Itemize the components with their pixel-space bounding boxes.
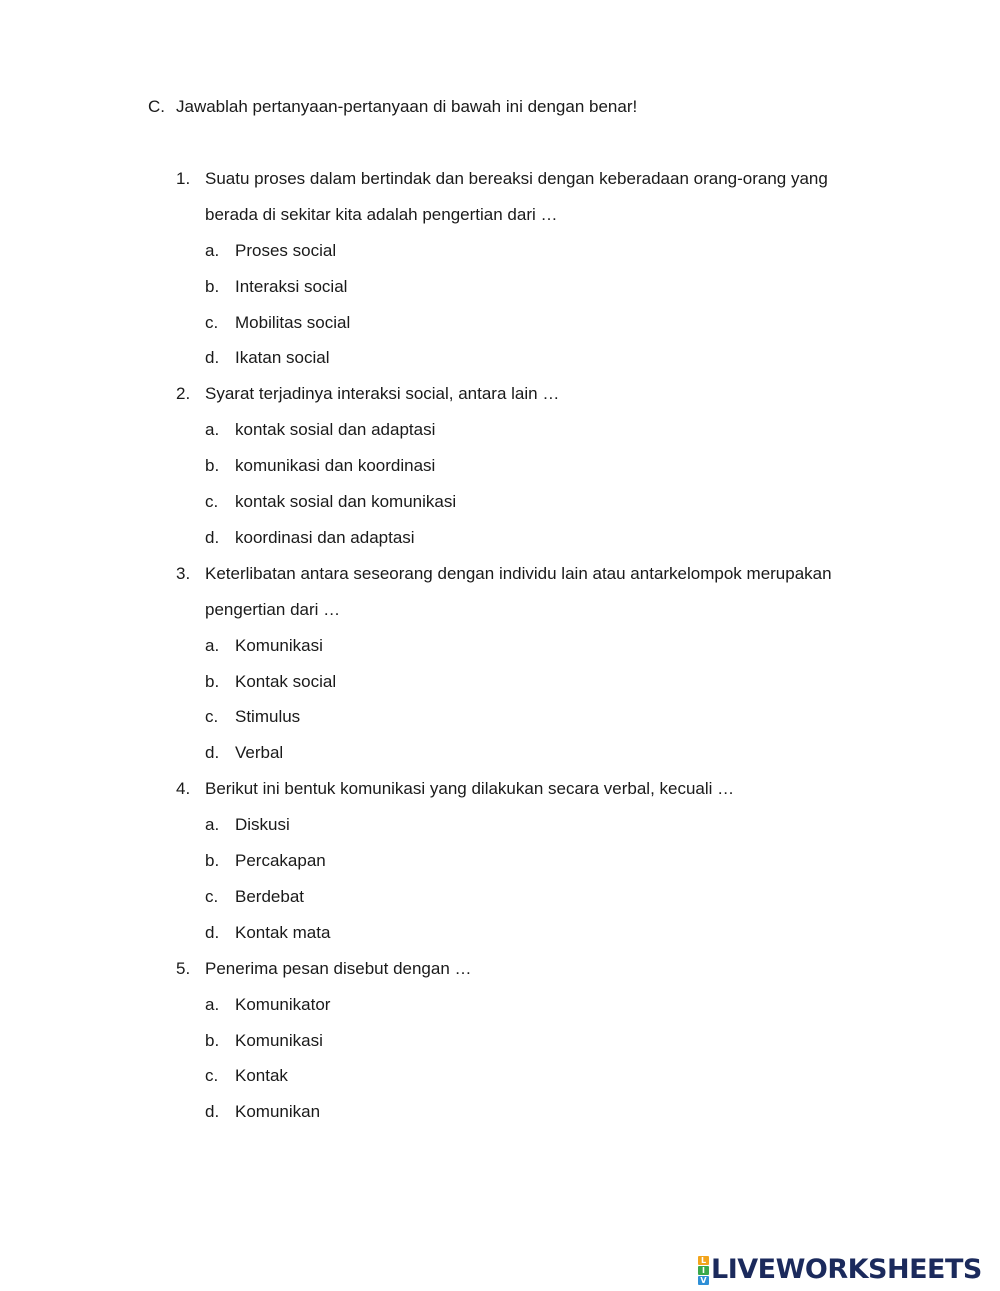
option-text: Komunikasi <box>235 1031 323 1050</box>
logo-block: I <box>698 1266 709 1275</box>
question-text: Syarat terjadinya interaksi social, antara lain … <box>205 384 560 403</box>
question-text: berada di sekitar kita adalah pengertian dari … <box>205 205 558 224</box>
option-letter: a. <box>205 636 220 655</box>
option-text: Berdebat <box>235 887 304 906</box>
option-letter: b. <box>205 456 220 475</box>
option-letter: b. <box>205 277 220 296</box>
option-text: Kontak <box>235 1066 288 1085</box>
option-text: Komunikator <box>235 995 331 1014</box>
option-text: Diskusi <box>235 815 290 834</box>
option-text: Kontak mata <box>235 923 331 942</box>
option-text: kontak sosial dan komunikasi <box>235 492 457 511</box>
option-text: koordinasi dan adaptasi <box>235 528 415 547</box>
option-letter: b. <box>205 672 220 691</box>
logo-block: V <box>698 1276 709 1285</box>
question-text: Berikut ini bentuk komunikasi yang dilakukan secara verbal, kecuali … <box>205 779 735 798</box>
option-letter: d. <box>205 348 220 367</box>
option-letter: b. <box>205 851 220 870</box>
option-letter: c. <box>205 887 219 906</box>
option-letter: b. <box>205 1031 220 1050</box>
option-text: Stimulus <box>235 707 301 726</box>
option-text: Mobilitas social <box>235 313 351 332</box>
question-number: 1. <box>176 169 191 188</box>
logo-blocks-icon <box>698 1256 709 1285</box>
option-text: Proses social <box>235 241 337 260</box>
option-text: Komunikasi <box>235 636 323 655</box>
question-text: Suatu proses dalam bertindak dan bereaksi dengan keberadaan orang-orang yang <box>205 169 828 188</box>
section-marker: C. <box>148 97 165 116</box>
option-letter: a. <box>205 420 220 439</box>
option-letter: d. <box>205 923 220 942</box>
option-letter: c. <box>205 1066 219 1085</box>
logo-text: LIVEWORKSHEETS <box>711 1254 982 1285</box>
option-text: Ikatan social <box>235 348 330 367</box>
question-text: pengertian dari … <box>205 600 341 619</box>
question-number: 5. <box>176 959 191 978</box>
question-number: 2. <box>176 384 191 403</box>
question-text: Keterlibatan antara seseorang dengan individu lain atau antarkelompok merupakan <box>205 564 832 583</box>
option-text: Kontak social <box>235 672 337 691</box>
option-letter: c. <box>205 707 219 726</box>
option-letter: d. <box>205 743 220 762</box>
question-number: 4. <box>176 779 191 798</box>
option-letter: a. <box>205 815 220 834</box>
option-letter: a. <box>205 241 220 260</box>
option-letter: a. <box>205 995 220 1014</box>
option-letter: d. <box>205 1102 220 1121</box>
option-text: Verbal <box>235 743 284 762</box>
option-text: Interaksi social <box>235 277 348 296</box>
option-letter: c. <box>205 313 219 332</box>
option-letter: c. <box>205 492 219 511</box>
option-text: komunikasi dan koordinasi <box>235 456 436 475</box>
logo-block: L <box>698 1256 709 1265</box>
option-text: Percakapan <box>235 851 326 870</box>
option-text: Komunikan <box>235 1102 321 1121</box>
option-text: kontak sosial dan adaptasi <box>235 420 436 439</box>
liveworksheets-logo <box>698 1255 982 1285</box>
section-instruction: Jawablah pertanyaan-pertanyaan di bawah ini dengan benar! <box>176 97 638 116</box>
question-number: 3. <box>176 564 191 583</box>
question-text: Penerima pesan disebut dengan … <box>205 959 472 978</box>
option-letter: d. <box>205 528 220 547</box>
